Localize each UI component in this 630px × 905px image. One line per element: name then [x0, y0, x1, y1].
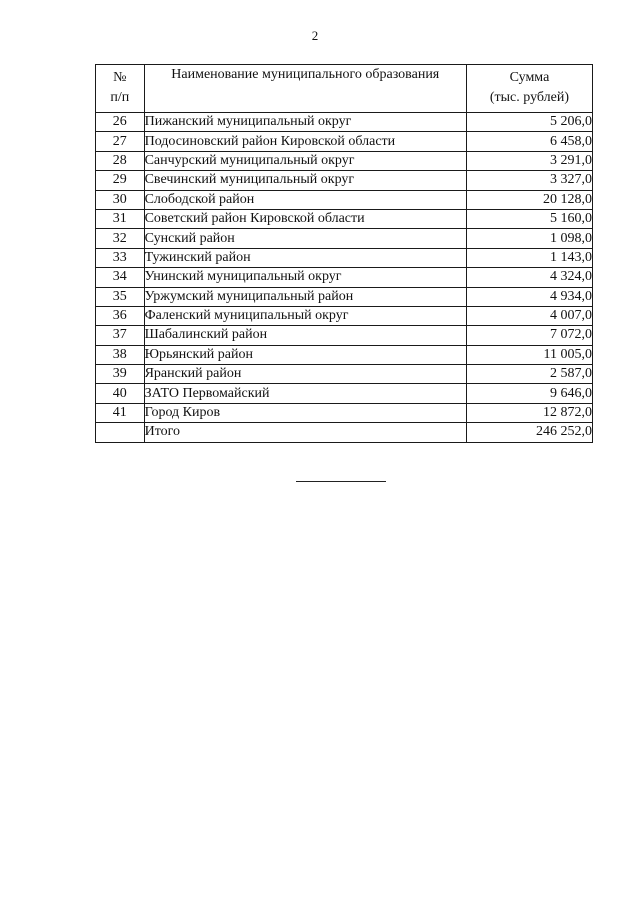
row-name: Унинский муниципальный округ	[144, 268, 466, 287]
row-number: 29	[96, 171, 145, 190]
row-name: Пижанский муниципальный округ	[144, 113, 466, 132]
table-row	[96, 384, 593, 403]
row-sum: 4 007,0	[466, 306, 592, 325]
total-number	[96, 423, 145, 442]
row-name: Подосиновский район Кировской области	[144, 132, 466, 151]
row-number: 41	[96, 403, 145, 422]
row-name: Тужинский район	[144, 248, 466, 267]
row-number: 33	[96, 248, 145, 267]
table-row	[96, 209, 593, 228]
table-row	[96, 190, 593, 209]
total-sum: 246 252,0	[466, 423, 592, 442]
row-sum: 5 206,0	[466, 113, 592, 132]
header-name: Наименование муниципального образования	[144, 65, 466, 113]
table-body	[96, 113, 593, 443]
row-name: Советский район Кировской области	[144, 209, 466, 228]
table-row	[96, 403, 593, 422]
table-row	[96, 365, 593, 384]
row-name: Уржумский муниципальный район	[144, 287, 466, 306]
row-sum: 4 934,0	[466, 287, 592, 306]
row-number: 32	[96, 229, 145, 248]
row-sum: 3 291,0	[466, 151, 592, 170]
header-number-line2: п/п	[110, 90, 130, 105]
table-row	[96, 132, 593, 151]
row-name: Фаленский муниципальный округ	[144, 306, 466, 325]
row-name: Сунский район	[144, 229, 466, 248]
table-row	[96, 113, 593, 132]
row-number: 40	[96, 384, 145, 403]
row-number: 39	[96, 365, 145, 384]
row-sum: 3 327,0	[466, 171, 592, 190]
row-sum: 6 458,0	[466, 132, 592, 151]
row-name: Шабалинский район	[144, 326, 466, 345]
table-row	[96, 171, 593, 190]
row-name: Свечинский муниципальный округ	[144, 171, 466, 190]
total-row	[96, 423, 593, 442]
row-number: 30	[96, 190, 145, 209]
end-divider-line	[296, 481, 386, 482]
row-sum: 7 072,0	[466, 326, 592, 345]
table-row	[96, 229, 593, 248]
row-name: Город Киров	[144, 403, 466, 422]
row-name: ЗАТО Первомайский	[144, 384, 466, 403]
header-number	[96, 65, 145, 113]
table-row	[96, 326, 593, 345]
table-row	[96, 248, 593, 267]
allocation-table	[95, 64, 593, 443]
table-row	[96, 306, 593, 325]
total-label: Итого	[144, 423, 466, 442]
row-number: 26	[96, 113, 145, 132]
header-sum	[466, 65, 592, 113]
row-name: Слободской район	[144, 190, 466, 209]
row-sum: 12 872,0	[466, 403, 592, 422]
row-sum: 11 005,0	[466, 345, 592, 364]
page-number: 2	[311, 28, 319, 43]
row-number: 27	[96, 132, 145, 151]
row-number: 36	[96, 306, 145, 325]
header-sum-line1: Сумма	[509, 70, 550, 85]
row-sum: 20 128,0	[466, 190, 592, 209]
row-sum: 4 324,0	[466, 268, 592, 287]
row-number: 31	[96, 209, 145, 228]
row-sum: 5 160,0	[466, 209, 592, 228]
table-row	[96, 151, 593, 170]
row-number: 28	[96, 151, 145, 170]
table-header-row	[96, 65, 593, 113]
row-sum: 9 646,0	[466, 384, 592, 403]
table-row	[96, 268, 593, 287]
row-name: Юрьянский район	[144, 345, 466, 364]
row-sum: 1 098,0	[466, 229, 592, 248]
row-number: 37	[96, 326, 145, 345]
row-name: Санчурский муниципальный округ	[144, 151, 466, 170]
row-number: 38	[96, 345, 145, 364]
table-row	[96, 345, 593, 364]
row-number: 35	[96, 287, 145, 306]
header-number-line1: №	[113, 70, 127, 85]
table-row	[96, 287, 593, 306]
row-number: 34	[96, 268, 145, 287]
row-name: Яранский район	[144, 365, 466, 384]
row-sum: 2 587,0	[466, 365, 592, 384]
row-sum: 1 143,0	[466, 248, 592, 267]
header-sum-line2: (тыс. рублей)	[489, 90, 570, 105]
